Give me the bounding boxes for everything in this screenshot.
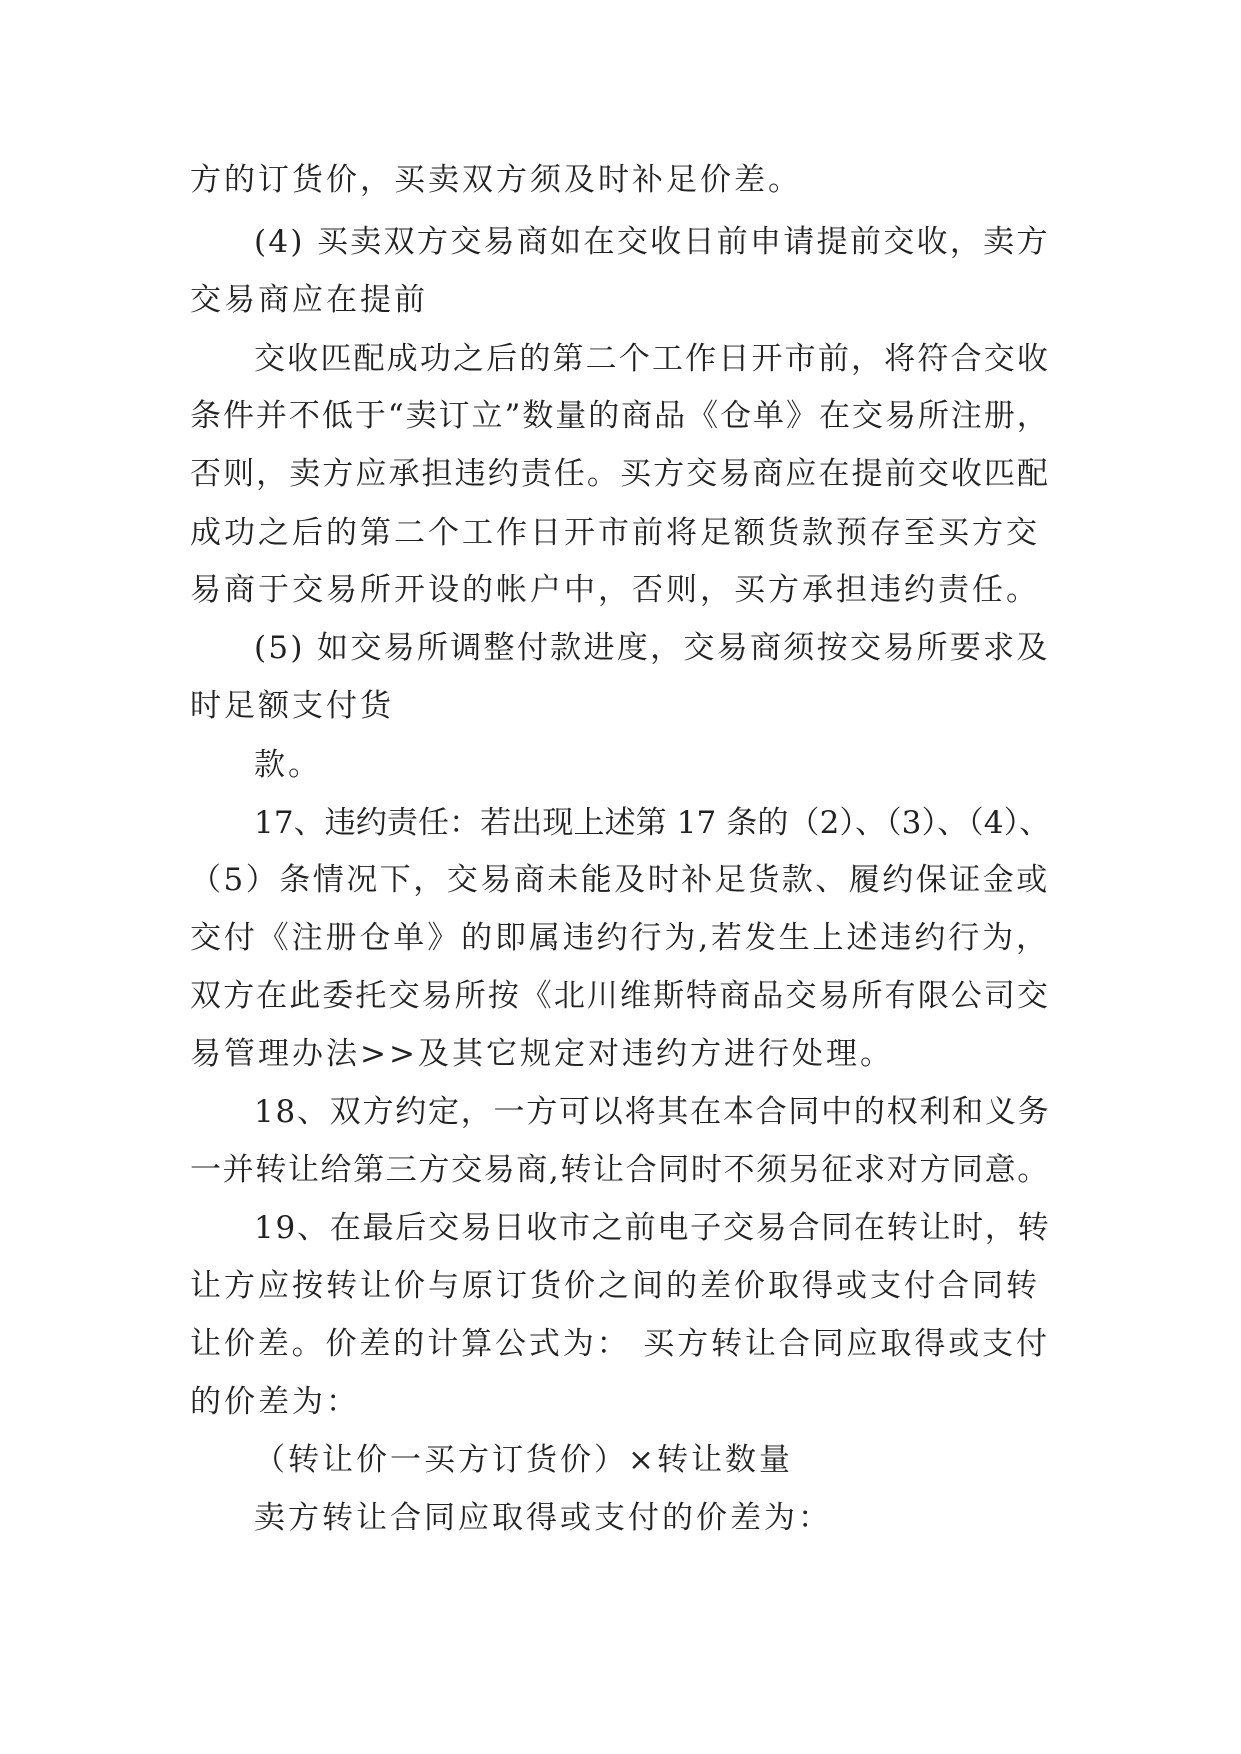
- text-line: 成功之后的第二个工作日开市前将足额货款预存至买方交: [190, 515, 1040, 551]
- text-line: 款。: [254, 747, 322, 783]
- text-line: 否则，卖方应承担违约责任。买方交易商应在提前交收匹配: [190, 456, 1050, 492]
- text-line: 双方在此委托交易所按《北川维斯特商品交易所有限公司交: [190, 978, 1050, 1014]
- text-line: 17、违约责任：若出现上述第 17 条的（2）、（3）、（4）、: [254, 805, 1051, 841]
- text-line: (4) 买卖双方交易商如在交收日前申请提前交收，卖方: [254, 224, 1050, 260]
- text-line: （转让价一买方订货价）×转让数量: [254, 1442, 793, 1478]
- text-line: (5) 如交易所调整付款进度，交易商须按交易所要求及: [254, 630, 1050, 666]
- text-line: （5）条情况下，交易商未能及时补足货款、履约保证金或: [190, 862, 1050, 898]
- text-line: 让价差。价差的计算公式为： 买方转让合同应取得或支付: [190, 1326, 1050, 1362]
- text-line: 易管理办法>>及其它规定对违约方进行处理。: [190, 1036, 894, 1072]
- text-line: 19、在最后交易日收市之前电子交易合同在转让时，转: [254, 1210, 1051, 1246]
- text-line: 一并转让给第三方交易商,转让合同时不须另征求对方同意。: [190, 1152, 1050, 1188]
- text-line: 交易商应在提前: [190, 282, 428, 318]
- text-line: 交付《注册仓单》的即属违约行为,若发生上述违约行为，: [190, 920, 1050, 956]
- text-line: 18、双方约定，一方可以将其在本合同中的权利和义务: [254, 1094, 1051, 1130]
- text-line: 卖方转让合同应取得或支付的价差为：: [254, 1500, 832, 1536]
- text-line: 易商于交易所开设的帐户中，否则，买方承担违约责任。: [190, 572, 1040, 608]
- text-line: 的价差为：: [190, 1384, 360, 1420]
- text-line: 方的订货价，买卖双方须及时补足价差。: [190, 162, 802, 198]
- text-line: 时足额支付货: [190, 688, 394, 724]
- text-line: 条件并不低于“卖订立”数量的商品《仓单》在交易所注册，: [190, 398, 1050, 434]
- text-line: 交收匹配成功之后的第二个工作日开市前，将符合交收: [254, 341, 1050, 377]
- text-line: 让方应按转让价与原订货价之间的差价取得或支付合同转: [190, 1268, 1040, 1304]
